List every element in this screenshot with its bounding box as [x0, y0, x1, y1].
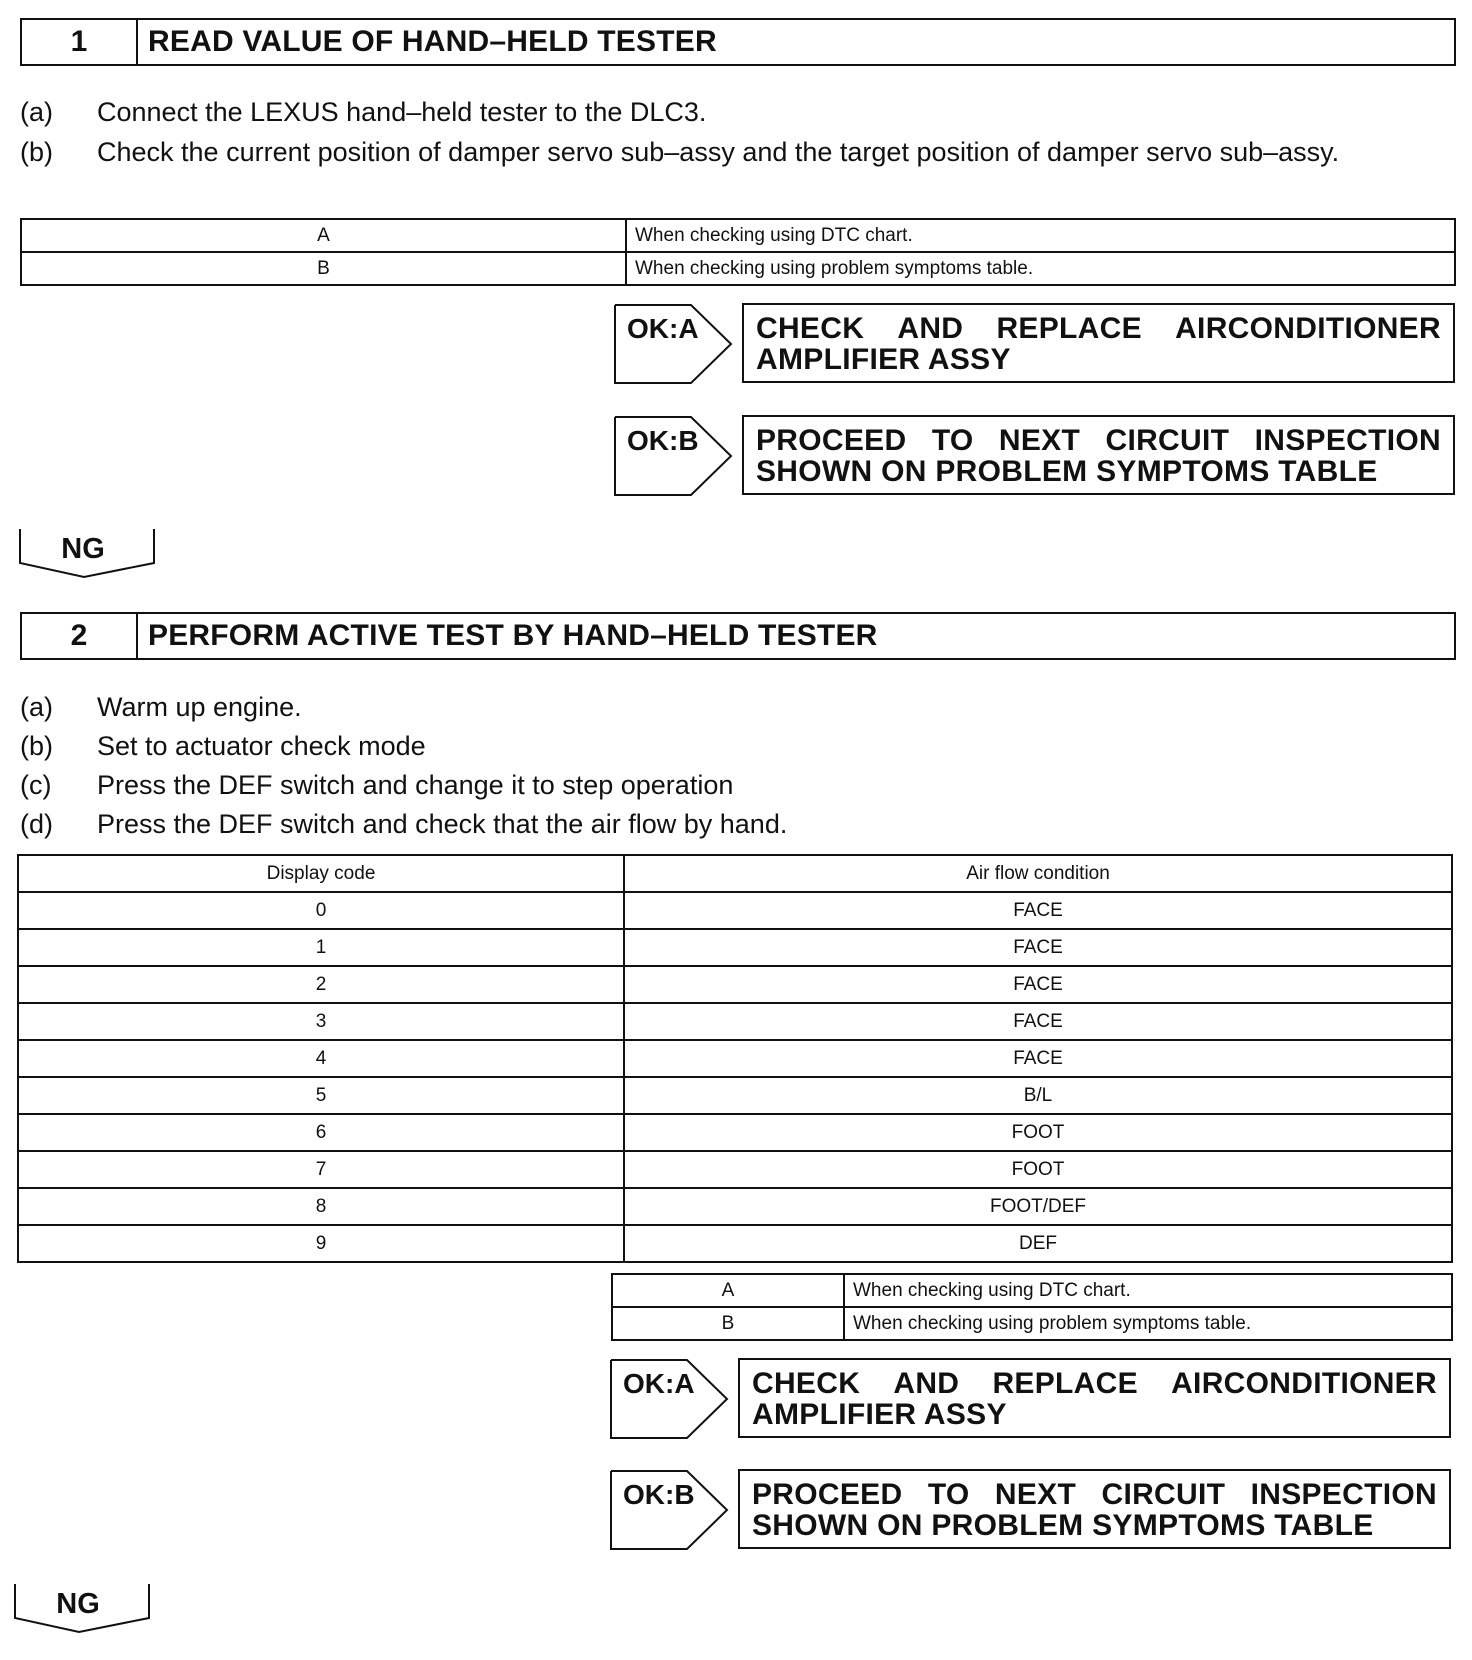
instruction-text: Set to actuator check mode — [97, 731, 426, 761]
result-word: AIRCONDITIONER — [1175, 312, 1441, 345]
result-line-2: SHOWN ON PROBLEM SYMPTOMS TABLE — [756, 455, 1378, 488]
ng-arrow — [13, 1582, 153, 1634]
result-word: NEXT — [998, 424, 1081, 457]
ok-b-result-box — [742, 415, 1455, 495]
ok-b-result-box — [738, 1469, 1451, 1549]
table-row — [21, 219, 1455, 252]
display-code: 9 — [18, 1225, 624, 1262]
result-code: B — [21, 252, 626, 285]
display-code: 3 — [18, 1003, 624, 1040]
display-code: 2 — [18, 966, 624, 1003]
table-row — [18, 1114, 1452, 1151]
table-row — [21, 252, 1455, 285]
result-word: CIRCUIT — [1101, 1478, 1226, 1511]
instruction-label: (d) — [20, 809, 53, 839]
step-2-header — [20, 612, 1456, 660]
step-title: READ VALUE OF HAND–HELD TESTER — [148, 25, 717, 58]
result-word: INSPECTION — [1254, 424, 1441, 457]
table-row — [18, 1151, 1452, 1188]
instruction-text: Warm up engine. — [97, 692, 302, 722]
result-word: AND — [893, 1367, 960, 1400]
result-word: REPLACE — [996, 312, 1142, 345]
result-line-2: AMPLIFIER ASSY — [752, 1398, 1007, 1431]
table-row — [18, 1225, 1452, 1262]
result-word: REPLACE — [992, 1367, 1138, 1400]
ok-b-label: OK:B — [623, 1479, 695, 1510]
result-description: When checking using problem symptoms table. — [626, 252, 1455, 285]
result-word: CHECK — [752, 1367, 861, 1400]
result-word: CIRCUIT — [1105, 424, 1230, 457]
result-code: B — [612, 1307, 844, 1340]
display-code: 4 — [18, 1040, 624, 1077]
display-code: 6 — [18, 1114, 624, 1151]
result-line-2: SHOWN ON PROBLEM SYMPTOMS TABLE — [752, 1509, 1374, 1542]
step-number: 2 — [22, 614, 138, 658]
table-row — [18, 966, 1452, 1003]
result-line-2: AMPLIFIER ASSY — [756, 343, 1011, 376]
result-word: NEXT — [994, 1478, 1077, 1511]
ok-b-arrow — [613, 415, 733, 497]
instruction-label: (a) — [20, 692, 53, 722]
result-code: A — [21, 219, 626, 252]
table-row — [612, 1307, 1452, 1340]
result-line-1 — [756, 425, 1441, 456]
table-row — [18, 1077, 1452, 1114]
result-word: AND — [897, 312, 964, 345]
column-header: Air flow condition — [624, 855, 1452, 892]
instruction-text: Press the DEF switch and check that the air flow by hand. — [97, 809, 788, 839]
result-condition-table — [611, 1273, 1453, 1341]
instruction-text: Check the current position of damper servo sub–assy and the target position of damper servo sub–assy. — [97, 137, 1340, 167]
result-description: When checking using problem symptoms table. — [844, 1307, 1452, 1340]
table-row — [612, 1274, 1452, 1307]
ok-a-arrow — [609, 1358, 729, 1440]
ng-arrow — [18, 527, 158, 579]
display-code: 5 — [18, 1077, 624, 1114]
result-word: AIRCONDITIONER — [1171, 1367, 1437, 1400]
air-flow-condition: FACE — [624, 1040, 1452, 1077]
air-flow-table — [17, 854, 1453, 1263]
result-code: A — [612, 1274, 844, 1307]
air-flow-condition: FACE — [624, 929, 1452, 966]
ng-label: NG — [61, 533, 105, 565]
ok-a-result-box — [738, 1358, 1451, 1438]
instruction-label: (b) — [20, 137, 53, 167]
air-flow-condition: FOOT — [624, 1114, 1452, 1151]
table-row — [18, 1188, 1452, 1225]
display-code: 0 — [18, 892, 624, 929]
ok-a-result-box — [742, 303, 1455, 383]
table-row — [18, 1040, 1452, 1077]
table-row — [18, 1003, 1452, 1040]
ok-a-arrow — [613, 303, 733, 385]
table-row — [18, 929, 1452, 966]
step-number: 1 — [22, 20, 138, 64]
ok-a-label: OK:A — [627, 313, 699, 344]
result-line-1 — [756, 313, 1441, 344]
step-title: PERFORM ACTIVE TEST BY HAND–HELD TESTER — [148, 619, 878, 652]
air-flow-condition: FOOT/DEF — [624, 1188, 1452, 1225]
result-word: PROCEED — [756, 424, 907, 457]
result-word: TO — [931, 424, 974, 457]
table-row — [18, 892, 1452, 929]
air-flow-condition: FACE — [624, 892, 1452, 929]
ok-b-label: OK:B — [627, 425, 699, 456]
result-word: INSPECTION — [1250, 1478, 1437, 1511]
result-description: When checking using DTC chart. — [844, 1274, 1452, 1307]
air-flow-condition: FACE — [624, 966, 1452, 1003]
instruction-label: (a) — [20, 97, 53, 127]
step-1-header — [20, 18, 1456, 66]
ok-b-arrow — [609, 1469, 729, 1551]
ok-a-label: OK:A — [623, 1368, 695, 1399]
instruction-label: (c) — [20, 770, 52, 800]
air-flow-condition: FOOT — [624, 1151, 1452, 1188]
display-code: 7 — [18, 1151, 624, 1188]
result-line-1 — [752, 1368, 1437, 1399]
table-header-row — [18, 855, 1452, 892]
ng-label: NG — [56, 1588, 100, 1620]
result-word: PROCEED — [752, 1478, 903, 1511]
display-code: 8 — [18, 1188, 624, 1225]
air-flow-condition: B/L — [624, 1077, 1452, 1114]
instruction-text: Press the DEF switch and change it to step operation — [97, 770, 734, 800]
result-word: TO — [927, 1478, 970, 1511]
result-condition-table — [20, 218, 1456, 286]
result-description: When checking using DTC chart. — [626, 219, 1455, 252]
instruction-label: (b) — [20, 731, 53, 761]
air-flow-condition: DEF — [624, 1225, 1452, 1262]
air-flow-condition: FACE — [624, 1003, 1452, 1040]
column-header: Display code — [18, 855, 624, 892]
result-word: CHECK — [756, 312, 865, 345]
instruction-text: Connect the LEXUS hand–held tester to the DLC3. — [97, 97, 707, 127]
display-code: 1 — [18, 929, 624, 966]
result-line-1 — [752, 1479, 1437, 1510]
